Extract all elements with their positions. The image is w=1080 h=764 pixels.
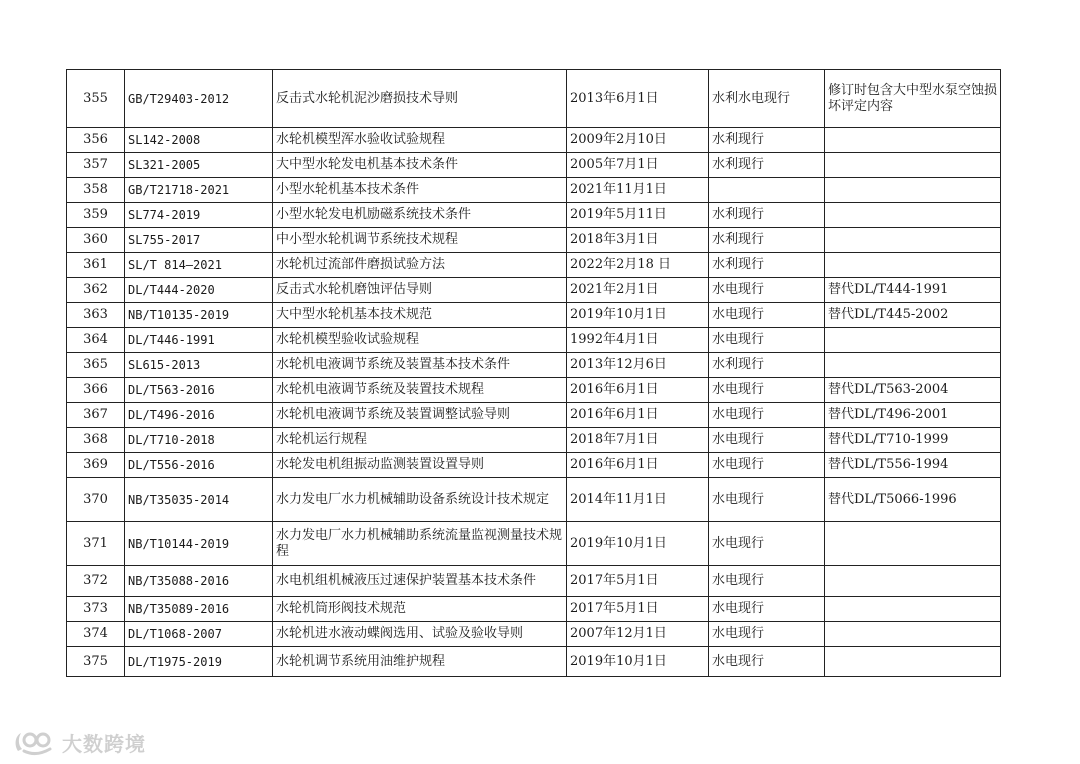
cell-status: 水利现行 — [709, 253, 825, 278]
cell-number: 373 — [67, 597, 125, 622]
table-row — [67, 428, 1001, 453]
table-row — [67, 453, 1001, 478]
cell-effective-date: 1992年4月1日 — [567, 328, 709, 353]
cell-note — [825, 178, 1001, 203]
cell-standard-name: 反击式水轮机泥沙磨损技术导则 — [273, 70, 567, 128]
standards-table — [66, 69, 1001, 677]
cell-effective-date: 2019年10月1日 — [567, 522, 709, 566]
cell-standard-code: SL/T 814—2021 — [125, 253, 273, 278]
cell-number: 363 — [67, 303, 125, 328]
cell-status: 水利现行 — [709, 353, 825, 378]
cell-standard-name: 水轮机过流部件磨损试验方法 — [273, 253, 567, 278]
cell-number: 364 — [67, 328, 125, 353]
cell-standard-code: SL755-2017 — [125, 228, 273, 253]
cell-standard-code: DL/T446-1991 — [125, 328, 273, 353]
cell-status: 水电现行 — [709, 622, 825, 647]
cell-note — [825, 228, 1001, 253]
cell-standard-name: 大中型水轮发电机基本技术条件 — [273, 153, 567, 178]
cell-note — [825, 647, 1001, 677]
table-row — [67, 647, 1001, 677]
cell-note — [825, 597, 1001, 622]
cell-effective-date: 2019年10月1日 — [567, 303, 709, 328]
table-row — [67, 478, 1001, 522]
table-row — [67, 228, 1001, 253]
cell-standard-name: 小型水轮机基本技术条件 — [273, 178, 567, 203]
cell-standard-name: 水轮机进水液动蝶阀选用、试验及验收导则 — [273, 622, 567, 647]
cell-number: 367 — [67, 403, 125, 428]
cell-note: 替代DL/T556-1994 — [825, 453, 1001, 478]
cell-standard-code: DL/T444-2020 — [125, 278, 273, 303]
cell-number: 362 — [67, 278, 125, 303]
cell-standard-name: 中小型水轮机调节系统技术规程 — [273, 228, 567, 253]
cell-standard-code: SL321-2005 — [125, 153, 273, 178]
cell-standard-name: 水轮机模型验收试验规程 — [273, 328, 567, 353]
cell-number: 358 — [67, 178, 125, 203]
cell-status: 水电现行 — [709, 453, 825, 478]
cell-note — [825, 128, 1001, 153]
cell-status — [709, 178, 825, 203]
cell-effective-date: 2005年7月1日 — [567, 153, 709, 178]
cell-status: 水电现行 — [709, 597, 825, 622]
cell-standard-code: NB/T35088-2016 — [125, 566, 273, 597]
cell-standard-name: 水力发电厂水力机械辅助设备系统设计技术规定 — [273, 478, 567, 522]
cell-standard-name: 大中型水轮机基本技术规范 — [273, 303, 567, 328]
cell-number: 357 — [67, 153, 125, 178]
watermark — [12, 727, 146, 757]
cell-standard-name: 水轮机筒形阀技术规范 — [273, 597, 567, 622]
cell-status: 水利现行 — [709, 153, 825, 178]
cell-effective-date: 2017年5月1日 — [567, 566, 709, 597]
cell-status: 水电现行 — [709, 428, 825, 453]
brand-logo-icon — [12, 727, 56, 757]
table-row — [67, 353, 1001, 378]
cell-standard-name: 水轮机电液调节系统及装置基本技术条件 — [273, 353, 567, 378]
cell-standard-code: DL/T1068-2007 — [125, 622, 273, 647]
cell-number: 374 — [67, 622, 125, 647]
cell-number: 361 — [67, 253, 125, 278]
cell-standard-code: NB/T10135-2019 — [125, 303, 273, 328]
cell-status: 水电现行 — [709, 647, 825, 677]
cell-note: 替代DL/T563-2004 — [825, 378, 1001, 403]
cell-number: 371 — [67, 522, 125, 566]
cell-effective-date: 2017年5月1日 — [567, 597, 709, 622]
cell-note — [825, 522, 1001, 566]
cell-status: 水电现行 — [709, 378, 825, 403]
table-row — [67, 328, 1001, 353]
cell-standard-code: SL142-2008 — [125, 128, 273, 153]
table-row — [67, 253, 1001, 278]
cell-status: 水电现行 — [709, 278, 825, 303]
cell-standard-code: NB/T10144-2019 — [125, 522, 273, 566]
cell-status: 水电现行 — [709, 566, 825, 597]
cell-standard-code: DL/T496-2016 — [125, 403, 273, 428]
cell-number: 372 — [67, 566, 125, 597]
cell-standard-name: 水轮机电液调节系统及装置技术规程 — [273, 378, 567, 403]
cell-standard-code: DL/T710-2018 — [125, 428, 273, 453]
cell-number: 355 — [67, 70, 125, 128]
cell-number: 356 — [67, 128, 125, 153]
cell-status: 水利现行 — [709, 128, 825, 153]
cell-effective-date: 2016年6月1日 — [567, 378, 709, 403]
table-row — [67, 70, 1001, 128]
cell-number: 370 — [67, 478, 125, 522]
cell-note: 替代DL/T444-1991 — [825, 278, 1001, 303]
table-row — [67, 378, 1001, 403]
cell-status: 水电现行 — [709, 403, 825, 428]
cell-note — [825, 203, 1001, 228]
cell-status: 水电现行 — [709, 478, 825, 522]
cell-standard-name: 水电机组机械液压过速保护装置基本技术条件 — [273, 566, 567, 597]
cell-note — [825, 153, 1001, 178]
table-row — [67, 128, 1001, 153]
cell-standard-code: NB/T35035-2014 — [125, 478, 273, 522]
cell-standard-code: DL/T1975-2019 — [125, 647, 273, 677]
cell-number: 360 — [67, 228, 125, 253]
cell-effective-date: 2021年11月1日 — [567, 178, 709, 203]
cell-number: 366 — [67, 378, 125, 403]
cell-standard-code: SL774-2019 — [125, 203, 273, 228]
cell-note: 修订时包含大中型水泵空蚀损坏评定内容 — [825, 70, 1001, 128]
table-row — [67, 203, 1001, 228]
cell-effective-date: 2016年6月1日 — [567, 403, 709, 428]
cell-standard-name: 水轮机运行规程 — [273, 428, 567, 453]
table-row — [67, 597, 1001, 622]
cell-standard-code: SL615-2013 — [125, 353, 273, 378]
cell-standard-name: 水力发电厂水力机械辅助系统流量监视测量技术规程 — [273, 522, 567, 566]
table-row — [67, 153, 1001, 178]
cell-number: 375 — [67, 647, 125, 677]
cell-number: 359 — [67, 203, 125, 228]
cell-standard-name: 水轮发电机组振动监测装置设置导则 — [273, 453, 567, 478]
table-row — [67, 566, 1001, 597]
cell-effective-date: 2013年6月1日 — [567, 70, 709, 128]
cell-standard-name: 水轮机模型浑水验收试验规程 — [273, 128, 567, 153]
table-row — [67, 303, 1001, 328]
cell-note: 替代DL/T5066-1996 — [825, 478, 1001, 522]
cell-note: 替代DL/T710-1999 — [825, 428, 1001, 453]
cell-number: 369 — [67, 453, 125, 478]
watermark-text: 大数跨境 — [62, 731, 146, 756]
cell-standard-code: NB/T35089-2016 — [125, 597, 273, 622]
cell-standard-code: GB/T21718-2021 — [125, 178, 273, 203]
cell-effective-date: 2007年12月1日 — [567, 622, 709, 647]
cell-note: 替代DL/T445-2002 — [825, 303, 1001, 328]
cell-effective-date: 2022年2月18 日 — [567, 253, 709, 278]
cell-standard-name: 反击式水轮机磨蚀评估导则 — [273, 278, 567, 303]
cell-note — [825, 622, 1001, 647]
table-row — [67, 178, 1001, 203]
cell-effective-date: 2018年3月1日 — [567, 228, 709, 253]
cell-effective-date: 2013年12月6日 — [567, 353, 709, 378]
cell-effective-date: 2016年6月1日 — [567, 453, 709, 478]
table-row — [67, 278, 1001, 303]
cell-number: 368 — [67, 428, 125, 453]
cell-effective-date: 2014年11月1日 — [567, 478, 709, 522]
cell-effective-date: 2019年10月1日 — [567, 647, 709, 677]
cell-note — [825, 566, 1001, 597]
table-row — [67, 622, 1001, 647]
cell-status: 水电现行 — [709, 522, 825, 566]
table-row — [67, 403, 1001, 428]
cell-effective-date: 2021年2月1日 — [567, 278, 709, 303]
cell-standard-code: DL/T563-2016 — [125, 378, 273, 403]
cell-standard-code: DL/T556-2016 — [125, 453, 273, 478]
cell-note — [825, 328, 1001, 353]
cell-standard-code: GB/T29403-2012 — [125, 70, 273, 128]
cell-status: 水利现行 — [709, 228, 825, 253]
cell-status: 水利现行 — [709, 203, 825, 228]
cell-status: 水电现行 — [709, 303, 825, 328]
standards-table-body — [67, 70, 1001, 677]
cell-note: 替代DL/T496-2001 — [825, 403, 1001, 428]
cell-standard-name: 水轮机调节系统用油维护规程 — [273, 647, 567, 677]
cell-number: 365 — [67, 353, 125, 378]
cell-effective-date: 2019年5月11日 — [567, 203, 709, 228]
cell-status: 水利水电现行 — [709, 70, 825, 128]
cell-effective-date: 2018年7月1日 — [567, 428, 709, 453]
cell-standard-name: 小型水轮发电机励磁系统技术条件 — [273, 203, 567, 228]
cell-note — [825, 253, 1001, 278]
cell-effective-date: 2009年2月10日 — [567, 128, 709, 153]
cell-standard-name: 水轮机电液调节系统及装置调整试验导则 — [273, 403, 567, 428]
cell-note — [825, 353, 1001, 378]
cell-status: 水电现行 — [709, 328, 825, 353]
table-row — [67, 522, 1001, 566]
